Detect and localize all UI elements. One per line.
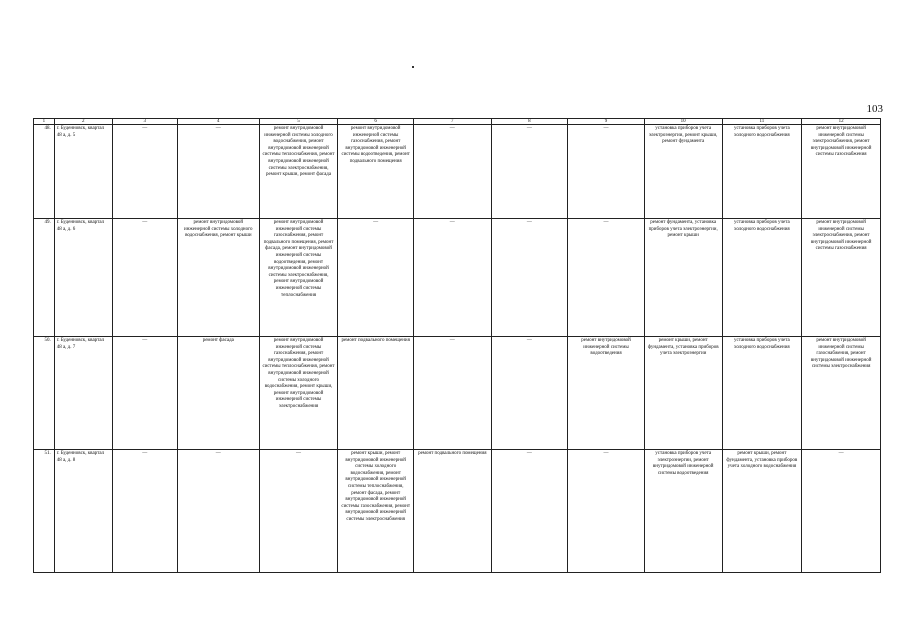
- column-number: 6: [338, 119, 414, 125]
- dash-cell: —: [259, 450, 338, 573]
- work-cell: установка приборов учета холодного водоснабжения: [722, 219, 802, 337]
- dash-cell: —: [112, 450, 177, 573]
- work-cell: установка приборов учета электроэнергии, ремонт крыши, ремонт фундамента: [644, 125, 722, 219]
- work-cell: установка приборов учета холодного водоснабжения: [722, 337, 802, 450]
- dash-cell: —: [491, 450, 568, 573]
- work-cell: ремонт внутридомовой инженерной системы холодного водоснабжения, ремонт крыши: [177, 219, 259, 337]
- dash-cell: —: [177, 125, 259, 219]
- dash-cell: —: [491, 125, 568, 219]
- dash-cell: —: [338, 219, 414, 337]
- scan-speck: [412, 66, 414, 68]
- address-cell: г. Буденновск, квартал 48 а, д. 5: [54, 125, 112, 219]
- dash-cell: —: [802, 450, 881, 573]
- column-number: 12: [802, 119, 881, 125]
- row-number: 51.: [34, 450, 55, 573]
- work-cell: ремонт подвального помещения: [413, 450, 491, 573]
- work-cell: ремонт фундамента, установка приборов учета электроэнергии, ремонт крыши: [644, 219, 722, 337]
- dash-cell: —: [112, 219, 177, 337]
- work-cell: ремонт внутридомовой инженерной системы водоотведения: [568, 337, 645, 450]
- address-cell: г. Буденновск, квартал 48 а, д. 8: [54, 450, 112, 573]
- work-cell: ремонт подвального помещения: [338, 337, 414, 450]
- work-cell: ремонт внутридомовой инженерной системы электроснабжения, ремонт внутридомовой инженерной системы газоснабжения: [802, 219, 881, 337]
- work-cell: ремонт внутридомовой инженерной системы газоснабжения, ремонт внутридомовой инженерной системы теплоснабжения, ремонт внутридомовой инженерной системы холодного водоснабжения, ремонт крыши, ремонт внутридомовой инженерной системы электроснабжения: [259, 337, 338, 450]
- row-number: 50.: [34, 337, 55, 450]
- column-number: 3: [112, 119, 177, 125]
- column-number: 1: [34, 119, 55, 125]
- work-cell: ремонт внутридомовой инженерной системы газоснабжения, ремонт внутридомовой инженерной системы водоотведения, ремонт подвального помещения: [338, 125, 414, 219]
- address-cell: г. Буденновск, квартал 48 а, д. 6: [54, 219, 112, 337]
- dash-cell: —: [112, 337, 177, 450]
- address-cell: г. Буденновск, квартал 48 а, д. 7: [54, 337, 112, 450]
- row-number: 48.: [34, 125, 55, 219]
- dash-cell: —: [413, 125, 491, 219]
- table-row: [34, 450, 881, 573]
- page-number: 103: [866, 103, 883, 115]
- column-number: 8: [491, 119, 568, 125]
- work-cell: ремонт крыши, ремонт внутридомовой инженерной системы холодного водоснабжения, ремонт внутридомовой инженерной системы теплоснабжения, ремонт фасада, ремонт внутридомовой инженерной системы газоснабжения, ремонт внутридомовой инженерной системы электроснабжения: [338, 450, 414, 573]
- table-row: [34, 125, 881, 219]
- table-row: [34, 219, 881, 337]
- column-number: 4: [177, 119, 259, 125]
- table-row: [34, 337, 881, 450]
- dash-cell: —: [568, 450, 645, 573]
- dash-cell: —: [413, 337, 491, 450]
- column-number: 9: [568, 119, 645, 125]
- column-number: 10: [644, 119, 722, 125]
- work-cell: ремонт крыши, ремонт фундамента, установка приборов учета холодного водоснабжения: [722, 450, 802, 573]
- work-cell: ремонт внутридомовой инженерной системы холодного водоснабжения, ремонт внутридомовой инженерной системы теплоснабжения, ремонт внутридомовой инженерной системы электроснабжения, ремонт крыши, ремонт фасада: [259, 125, 338, 219]
- column-number: 7: [413, 119, 491, 125]
- work-cell: установка приборов учета электроэнергии, ремонт внутридомовой инженерной системы водоотведения: [644, 450, 722, 573]
- dash-cell: —: [568, 125, 645, 219]
- dash-cell: —: [491, 219, 568, 337]
- dash-cell: —: [568, 219, 645, 337]
- work-cell: ремонт внутридомовой инженерной системы электроснабжения, ремонт внутридомовой инженерной системы газоснабжения: [802, 125, 881, 219]
- work-cell: установка приборов учета холодного водоснабжения: [722, 125, 802, 219]
- work-cell: ремонт крыши, ремонт фундамента, установка приборов учета электроэнергии: [644, 337, 722, 450]
- column-number: 11: [722, 119, 802, 125]
- work-cell: ремонт фасада: [177, 337, 259, 450]
- column-number: 5: [259, 119, 338, 125]
- work-cell: ремонт внутридомовой инженерной системы газоснабжения, ремонт подвального помещения, ремонт фасада, ремонт внутридомовой инженерной системы водоотведения, ремонт внутридомовой инженерной системы электроснабжения, ремонт внутридомовой инженерной системы теплоснабжения: [259, 219, 338, 337]
- dash-cell: —: [413, 219, 491, 337]
- row-number: 49.: [34, 219, 55, 337]
- column-number: 2: [54, 119, 112, 125]
- dash-cell: —: [177, 450, 259, 573]
- work-cell: ремонт внутридомовой инженерной системы газоснабжения, ремонт внутридомовой инженерной системы электроснабжения: [802, 337, 881, 450]
- dash-cell: —: [491, 337, 568, 450]
- dash-cell: —: [112, 125, 177, 219]
- capital-repair-table: [33, 118, 881, 573]
